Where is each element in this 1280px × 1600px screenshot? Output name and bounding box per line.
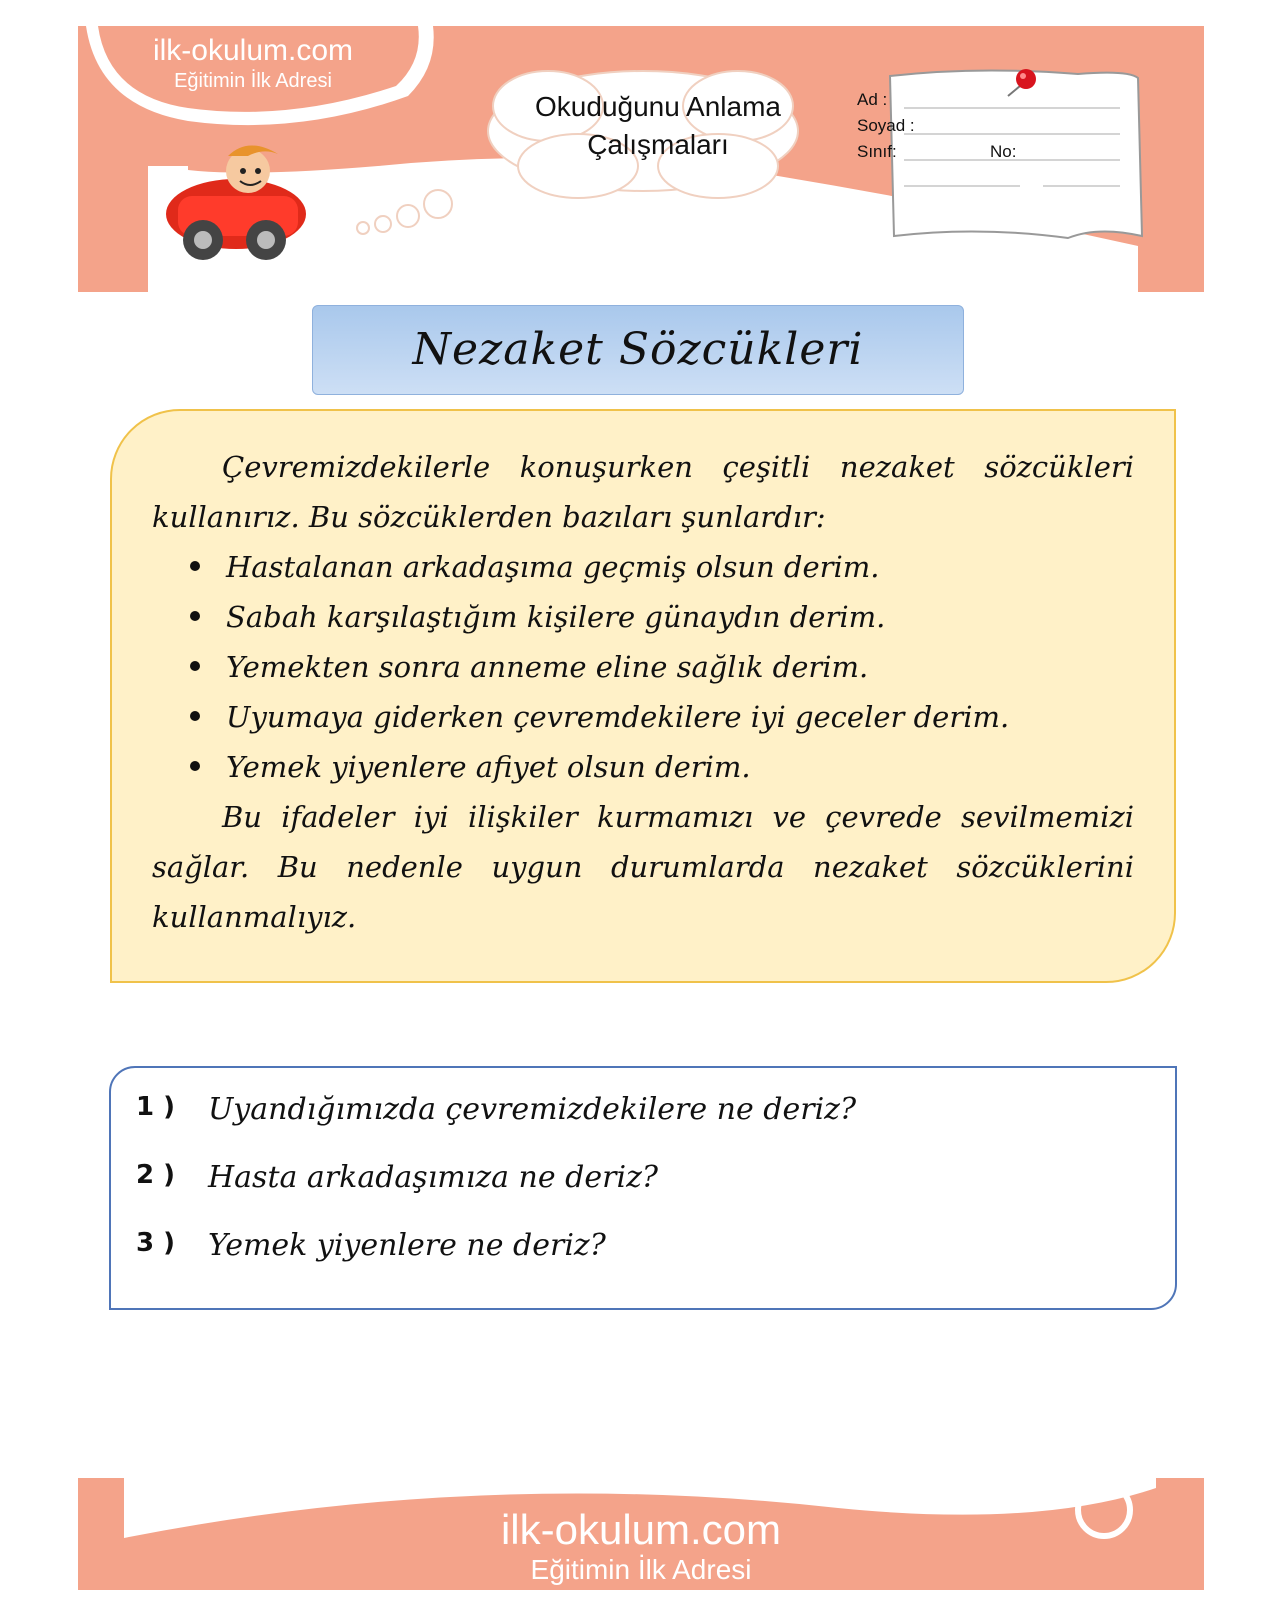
surname-label: Soyad : (857, 116, 915, 135)
paragraph1-line1: Çevremizdekilerle konuşurken çeşitli nezaket sözcükleri (222, 450, 1134, 484)
number-label: No: (990, 142, 1017, 161)
bullet-item (190, 750, 751, 784)
page-header (78, 26, 1204, 292)
bullet-item (190, 600, 885, 634)
bullet-dot-icon (190, 561, 200, 571)
worksheet-title-line2: Çalışmaları (587, 129, 729, 160)
paragraph2-line3: kullanmalıyız. (152, 900, 357, 934)
bullet-text: Uyumaya giderken çevremdekilere iyi geceler derim. (226, 700, 1010, 734)
bullet-item (190, 650, 868, 684)
bullet-dot-icon (190, 711, 200, 721)
title-banner (312, 305, 964, 395)
footer-site-name: ilk-okulum.com (500, 1506, 782, 1553)
question-text: Hasta arkadaşımıza ne deriz? (208, 1160, 658, 1195)
bullet-text: Yemek yiyenlere afiyet olsun derim. (226, 750, 751, 784)
site-logo-name: ilk-okulum.com (152, 34, 354, 67)
reading-text-box (110, 409, 1176, 983)
bullet-dot-icon (190, 661, 200, 671)
page-footer (78, 1478, 1204, 1590)
class-label: Sınıf: (857, 142, 897, 161)
worksheet-title (498, 88, 818, 164)
question-number: 2 ) (136, 1160, 176, 1190)
paragraph1-line2: kullanırız. Bu sözcüklerden bazıları şunlardır: (152, 500, 826, 534)
question-text: Uyandığımızda çevremizdekilere ne deriz? (208, 1092, 857, 1127)
bullet-text: Sabah karşılaştığım kişilere günaydın derim. (226, 600, 886, 634)
bullet-dot-icon (190, 761, 200, 771)
bullet-dot-icon (190, 611, 200, 621)
name-label: Ad : (857, 90, 888, 109)
worksheet-title-line1: Okuduğunu Anlama (535, 91, 781, 122)
bullet-text: Hastalanan arkadaşıma geçmiş olsun derim. (226, 550, 880, 584)
page-title: Nezaket Sözcükleri (412, 324, 864, 375)
footer-slogan: Eğitimin İlk Adresi (530, 1554, 752, 1585)
bullet-item (190, 550, 879, 584)
paragraph2-line2: sağlar. Bu nedenle uygun durumlarda nezaket sözcüklerini (152, 850, 1134, 884)
question-number: 1 ) (136, 1092, 176, 1122)
question-text: Yemek yiyenlere ne deriz? (208, 1228, 606, 1263)
paragraph2-line1: Bu ifadeler iyi ilişkiler kurmamızı ve çevrede sevilmemizi (222, 800, 1134, 834)
bullet-text: Yemekten sonra anneme eline sağlık derim. (226, 650, 869, 684)
question-number: 3 ) (136, 1228, 176, 1258)
site-logo-slogan: Eğitimin İlk Adresi (174, 70, 332, 92)
bullet-item (190, 700, 1009, 734)
